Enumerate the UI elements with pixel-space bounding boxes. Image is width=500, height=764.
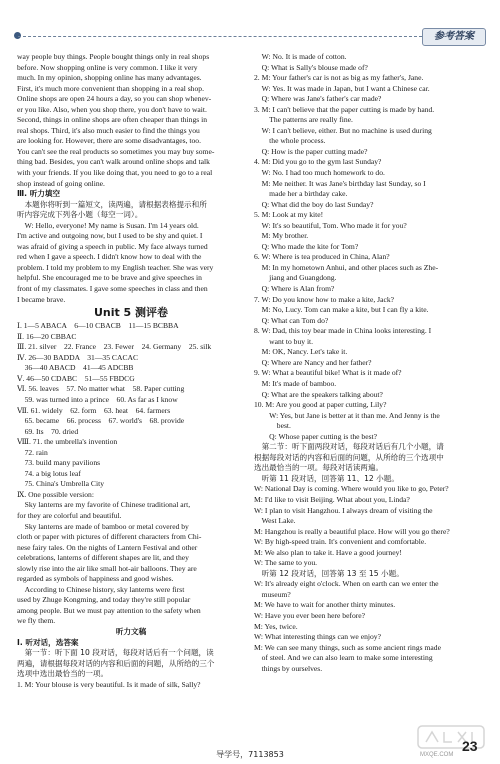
text-line: M: Hangzhou is really a beautiful place. How will you go there? xyxy=(254,526,450,536)
text-line: W: By high-speed train. It's convenient and comfortable. xyxy=(254,537,427,547)
text-line: Q: Where is Alan from? xyxy=(254,284,335,294)
text-line: helpful. She encouraged me to be brave and give speeches in xyxy=(17,273,202,283)
text-line: used by Zhuge Kongming, and today they're still popular xyxy=(17,595,191,605)
text-line: things by ourselves. xyxy=(254,663,323,673)
text-line: W: I plan to visit Hangzhou. I always dream of visiting the xyxy=(254,505,433,515)
text-line: 4. M: Did you go to the gym last Sunday? xyxy=(254,157,382,167)
text-line: W: I can't believe, either. But no machine is used during xyxy=(254,125,432,135)
text-line: we fly them. xyxy=(17,616,56,626)
text-line: Online shops are open 24 hours a day, so you can shop whenev- xyxy=(17,94,212,104)
text-line: cloth or paper with pictures of different characters from Chi- xyxy=(17,532,202,542)
header-rule xyxy=(18,36,422,37)
footer-code: 导学号，7113853 xyxy=(216,750,284,759)
text-line: W: Yes, but Jane is better at it than me. And Jenny is the xyxy=(254,410,440,420)
text-line: much. In my opinion, shopping online has many advantages. xyxy=(17,73,202,83)
text-line: 6. W: Where is tea produced in China, Alan? xyxy=(254,252,390,262)
text-line: Q: What did the boy do last Sunday? xyxy=(254,199,374,209)
text-line: among people. But we must pay attention to the safety when xyxy=(17,605,201,615)
text-line: 听第 11 段对话，回答第 11、12 小题。 xyxy=(254,473,399,483)
text-line: are looking for. However, there are some disadvantages, too. xyxy=(17,136,201,146)
text-line: Ⅳ. 26—30 BADDA 31—35 CACAC xyxy=(17,352,139,362)
text-line: thing bad. Besides, you can't walk around online shops and talk xyxy=(17,157,210,167)
text-line: The patterns are really fine. xyxy=(254,115,353,125)
text-line: Unit 5 测评卷 xyxy=(93,306,169,320)
text-line: Q: What is Sally's blouse made of? xyxy=(254,62,368,72)
text-line: Ⅵ. 56. leaves 57. No matter what 58. Paper cutting xyxy=(17,384,185,394)
text-line: 第二节：听下面两段对话，每段对话后有几个小题，请 xyxy=(254,442,444,452)
text-line: best. xyxy=(254,421,291,431)
text-line: M: I'd like to visit Beijing. What about you, Linda? xyxy=(254,494,410,504)
text-line: M: We also plan to take it. Have a good journey! xyxy=(254,547,402,557)
answer-key-badge: 参考答案 xyxy=(422,28,486,46)
text-line: the whole process. xyxy=(254,136,326,146)
text-line: of steel. And we can also learn to make some interesting xyxy=(254,653,433,663)
text-line: 选出最恰当的一项。每段对话读两遍。 xyxy=(254,463,384,473)
text-line: W: No. I had too much homework to do. xyxy=(254,168,385,178)
text-line: According to Chinese history, sky lanterns were first xyxy=(17,584,185,594)
text-line: want to buy it. xyxy=(254,336,314,346)
text-line: You can't see the real products so sometimes you may buy some- xyxy=(17,146,215,156)
text-line: was afraid of giving a speech in public. My face always turned xyxy=(17,241,208,251)
text-line: Ⅴ. 46—50 CDABC 51—55 FBDCG xyxy=(17,373,135,383)
text-line: Ⅱ. 16—20 CBBAC xyxy=(17,331,77,341)
text-line: 74. a big lotus leaf xyxy=(17,468,81,478)
right-column xyxy=(254,52,488,674)
text-line: W: National Day is coming. Where would you like to go, Peter? xyxy=(254,484,449,494)
text-line: M: We have to wait for another thirty minutes. xyxy=(254,600,396,610)
text-line: 选项中选出最恰当的一项。 xyxy=(17,669,109,679)
text-line: before. Now shopping online is very common. I like it very xyxy=(17,62,198,72)
text-line: Ⅲ. 21. silver 22. France 23. Fewer 24. Germany 25. silk xyxy=(17,342,212,352)
text-line: Sky lanterns are my favorite of Chinese traditional art, xyxy=(17,500,191,510)
text-line: 73. build many pavilions xyxy=(17,458,101,468)
text-line: 2. M: Your father's car is not as big as my father's, Jane. xyxy=(254,73,424,83)
text-line: W: The same to you. xyxy=(254,558,318,568)
text-line: Ⅰ. 1—5 ABACA 6—10 CBACB 11—15 BCBBA xyxy=(17,321,179,331)
text-line: West Lake. xyxy=(254,516,296,526)
text-line: Ⅷ. 71. the umbrella's invention xyxy=(17,437,118,447)
text-line: er you like. Also, when you shop there, you don't have to wait. xyxy=(17,104,207,114)
text-line: 听力文稿 xyxy=(115,626,147,636)
text-line: Q: What can Tom do? xyxy=(254,315,329,325)
text-line: jiang and Guangdong. xyxy=(254,273,337,283)
text-line: Ⅰ. 听对话，选答案 xyxy=(17,637,79,647)
text-line: 10. M: Are you good at paper cutting, Lily? xyxy=(254,400,387,410)
text-line: I became brave. xyxy=(17,294,66,304)
text-line: W: It's so beautiful, Tom. Who made it for you? xyxy=(254,220,407,230)
text-line: Q: How is the paper cutting made? xyxy=(254,146,368,156)
text-line: Sky lanterns are made of bamboo or metal covered by xyxy=(17,521,189,531)
text-line: 本题你将听到一篇短文，读两遍，请根据表格提示和所 xyxy=(17,199,207,209)
text-line: 7. W: Do you know how to make a kite, Jack? xyxy=(254,294,395,304)
text-line: with your friends. If you like doing that, you need to go to a real xyxy=(17,168,213,178)
text-line: W: It's already eight o'clock. When on earth can we enter the xyxy=(254,579,439,589)
text-line: Ⅲ. 听力填空 xyxy=(17,189,61,199)
text-line: W: Yes. It was made in Japan, but I want a Chinese car. xyxy=(254,83,430,93)
text-line: 两遍，请根据每段对话的内容和后面的问题，从所给的三个 xyxy=(17,658,215,668)
left-column xyxy=(17,52,245,690)
text-line: slowly rise into the air like small hot-air balloons. They are xyxy=(17,563,197,573)
text-line: W: What interesting things can we enjoy? xyxy=(254,632,381,642)
text-line: regarded as symbols of happiness and good wishes. xyxy=(17,574,174,584)
text-line: way people buy things. People bought things only in real shops xyxy=(17,52,210,61)
text-line: Second, things in online shops are often cheaper than things in xyxy=(17,115,208,125)
text-line: 69. Its 70. dried xyxy=(17,426,79,436)
text-line: 75. China's Umbrella City xyxy=(17,479,105,489)
text-line: 听内容完成下列各小题（每空一词）。 xyxy=(17,210,143,220)
text-line: 根据每段对话的内容和后面的问题，从所给的三个选项中 xyxy=(254,452,444,462)
text-line: W: Hello, everyone! My name is Susan. I'm 14 years old. xyxy=(17,220,199,230)
text-line: 3. M: I can't believe that the paper cutting is made by hand. xyxy=(254,104,435,114)
text-line: M: Yes, twice. xyxy=(254,621,298,631)
text-line: Q: Who made the kite for Tom? xyxy=(254,241,359,251)
text-line: 59. was turned into a prince 60. As far as I know xyxy=(17,394,178,404)
text-line: M: OK, Nancy. Let's take it. xyxy=(254,347,348,357)
text-line: Q: What are the speakers talking about? xyxy=(254,389,383,399)
watermark-text: MXQE.COM xyxy=(420,752,454,758)
text-line: 65. became 66. process 67. world's 68. provide xyxy=(17,416,185,426)
text-line: 36—40 ABACD 41—45 ADCBB xyxy=(17,363,134,373)
text-line: front of my classmates. I gave some speeches in class and then xyxy=(17,284,208,294)
text-line: 72. rain xyxy=(17,447,48,457)
text-line: First, it's much more convenient than shopping in a real shop. xyxy=(17,83,204,93)
text-line: Q: Whose paper cutting is the best? xyxy=(254,431,378,441)
text-line: Q: Where are Nancy and her father? xyxy=(254,357,372,367)
text-line: I'm active and outgoing now, but I used to be shy and quiet. I xyxy=(17,231,203,241)
text-line: real shops. Third, it's also much easier to find the things you xyxy=(17,125,200,135)
text-line: M: No, Lucy. Tom can make a kite, but I can fly a kite. xyxy=(254,305,429,315)
text-line: M: In my hometown Anhui, and other places such as Zhe- xyxy=(254,262,439,272)
text-line: shop instead of going online. xyxy=(17,178,105,188)
text-line: Q: Where was Jane's father's car made? xyxy=(254,94,382,104)
text-line: 8. W: Dad, this toy bear made in China looks interesting. I xyxy=(254,326,432,336)
text-line: M: It's made of bamboo. xyxy=(254,378,337,388)
text-line: 1. M: Your blouse is very beautiful. Is it made of silk, Sally? xyxy=(17,679,201,689)
text-line: celebrations, lanterns of different shapes are lit, and they xyxy=(17,553,189,563)
text-line: 第一节：听下面 10 段对话，每段对话后有一个问题，读 xyxy=(17,648,214,658)
text-line: museum? xyxy=(254,589,291,599)
text-line: nese fairy tales. On the nights of Lantern Festival and other xyxy=(17,542,198,552)
text-line: problem. I told my problem to my English teacher. She was very xyxy=(17,262,214,272)
text-line: M: We can see many things, such as some ancient rings made xyxy=(254,642,441,652)
text-line: for they are colorful and beautiful. xyxy=(17,510,122,520)
text-line: 5. M: Look at my kite! xyxy=(254,210,324,220)
text-line: W: Have you ever been here before? xyxy=(254,610,366,620)
text-line: Ⅸ. One possible version: xyxy=(17,489,94,499)
text-line: W: No. It is made of cotton. xyxy=(254,52,347,61)
text-line: M: My brother. xyxy=(254,231,309,241)
text-line: M: Me neither. It was Jane's birthday last Sunday, so I xyxy=(254,178,426,188)
page-number: 23 xyxy=(462,738,478,754)
text-line: red when I gave a speech. I didn't know how to deal with the xyxy=(17,252,202,262)
text-line: Ⅶ. 61. widely 62. form 63. heat 64. farmers xyxy=(17,405,171,415)
text-line: 听第 12 段对话，回答第 13 至 15 小题。 xyxy=(254,568,404,578)
text-line: made her a birthday cake. xyxy=(254,189,348,199)
text-line: 9. W: What a beautiful bike! What is it made of? xyxy=(254,368,402,378)
